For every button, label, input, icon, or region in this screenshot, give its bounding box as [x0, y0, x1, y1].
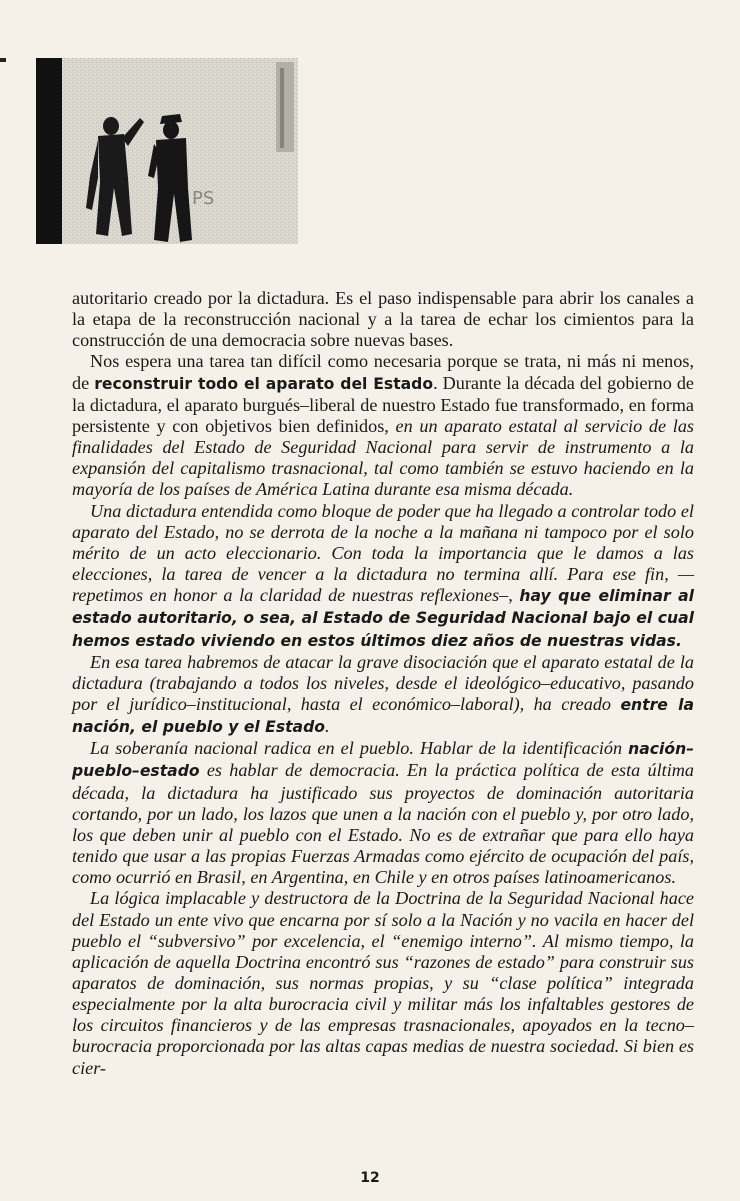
emphasis-text: reconstruir todo el aparato del Estado: [94, 374, 434, 393]
edge-mark: [0, 58, 6, 62]
page-number: 12: [360, 1170, 380, 1186]
body-text: Una dictadura entendida como bloque de poder que ha llegado a controlar todo el aparato del Estado, no se derrota de la noche a la mañana ni tampoco por el solo mérito de un acto eleccionario. Con toda la importancia que le damos a las elecciones, la tarea de vencer a la dictadura no termina allí. Para ese fin, — repetimos en honor a la claridad de nuestras reflexiones–,: [72, 500, 694, 606]
paragraph: [72, 351, 694, 500]
emphasis-text: entre la nación, el pueblo y el Estado: [72, 695, 694, 737]
paragraph: [72, 501, 694, 652]
paragraph: [72, 652, 694, 739]
graffiti-text: PS: [192, 188, 215, 209]
body-text: Nos espera una tarea tan difícil como necesaria porque se trata, ni más ni menos, de: [72, 351, 694, 393]
photograph: [36, 58, 298, 244]
body-text: . Durante la década del gobierno de la dictadura, el aparato burgués–liberal de nuestro Estado fue transformado, en forma persistente y con objetivos bien definidos,: [72, 372, 694, 436]
emphasis-text: hay que eliminar al estado autoritario, o sea, al Estado de Seguridad Nacional bajo el cual hemos estado viviendo en estos últimos diez años de nuestras vidas.: [72, 587, 695, 650]
paragraph: [72, 738, 694, 888]
body-text: La lógica implacable y destructora de la Doctrina de la Seguridad Nacional hace del Estado un ente vivo que encarna por sí solo a la Nación y no vacila en hacer del pueblo el “subversivo” por excelencia, el “enemigo interno”. Al mismo tiempo, la aplicación de aquella Doctrina encontró sus “razones de estado” para construir sus aparatos de dominación, sus normas propias, y su “clase política” integrada especialmente por la alta burocracia civil y militar más los infaltables gestores de los circuitos financieros y de las empresas trasnacionales, apoyados en la tecno–burocracia proporcionada por las altas capas medias de nuestra sociedad. Si bien es cier-: [72, 888, 694, 1078]
emphasis-text: nación–pueblo–estado: [72, 740, 694, 781]
body-text: es hablar de democracia. En la práctica política de esta última década, la dictadura ha justificado sus proyectos de dominación autoritaria cortando, por un lado, los lazos que unen a la nación con el pueblo y, por otro lado, los que deben unir al pueblo con el Estado. No es de extrañar que para ello haya tenido que usar a las propias Fuerzas Armadas como ejército de ocupación del país, como ocurrió en Brasil, en Argentina, en Chile y en otros países latinoamericanos.: [72, 760, 694, 888]
paragraph: [72, 888, 694, 1078]
body-text: .: [324, 716, 330, 737]
body-text: En esa tarea habremos de atacar la grave disociación que el aparato estatal de la dictadura (trabajando a todos los niveles, desde el ideológico–educativo, pasando por el jurídico–institucional, hasta el económico–laboral), ha creado: [72, 651, 694, 714]
dark-wall: [36, 58, 62, 244]
body-text: autoritario creado por la dictadura. Es el paso indispensable para abrir los canales a la etapa de la reconstrucción nacional y a la tarea de echar los cimientos para la construcción de una democracia sobre nuevas bases.: [72, 288, 694, 351]
article-body: [72, 288, 694, 1079]
body-text: en un aparato estatal al servicio de las finalidades del Estado de Seguridad Nacional para servir de instrumento a la expansión del capitalismo trasnacional, tal como también se estuvo haciendo en la mayoría de los países de América Latina durante esa misma década.: [72, 415, 694, 500]
body-text: La soberanía nacional radica en el pueblo. Hablar de la identificación: [90, 738, 629, 759]
paragraph: [72, 288, 694, 351]
